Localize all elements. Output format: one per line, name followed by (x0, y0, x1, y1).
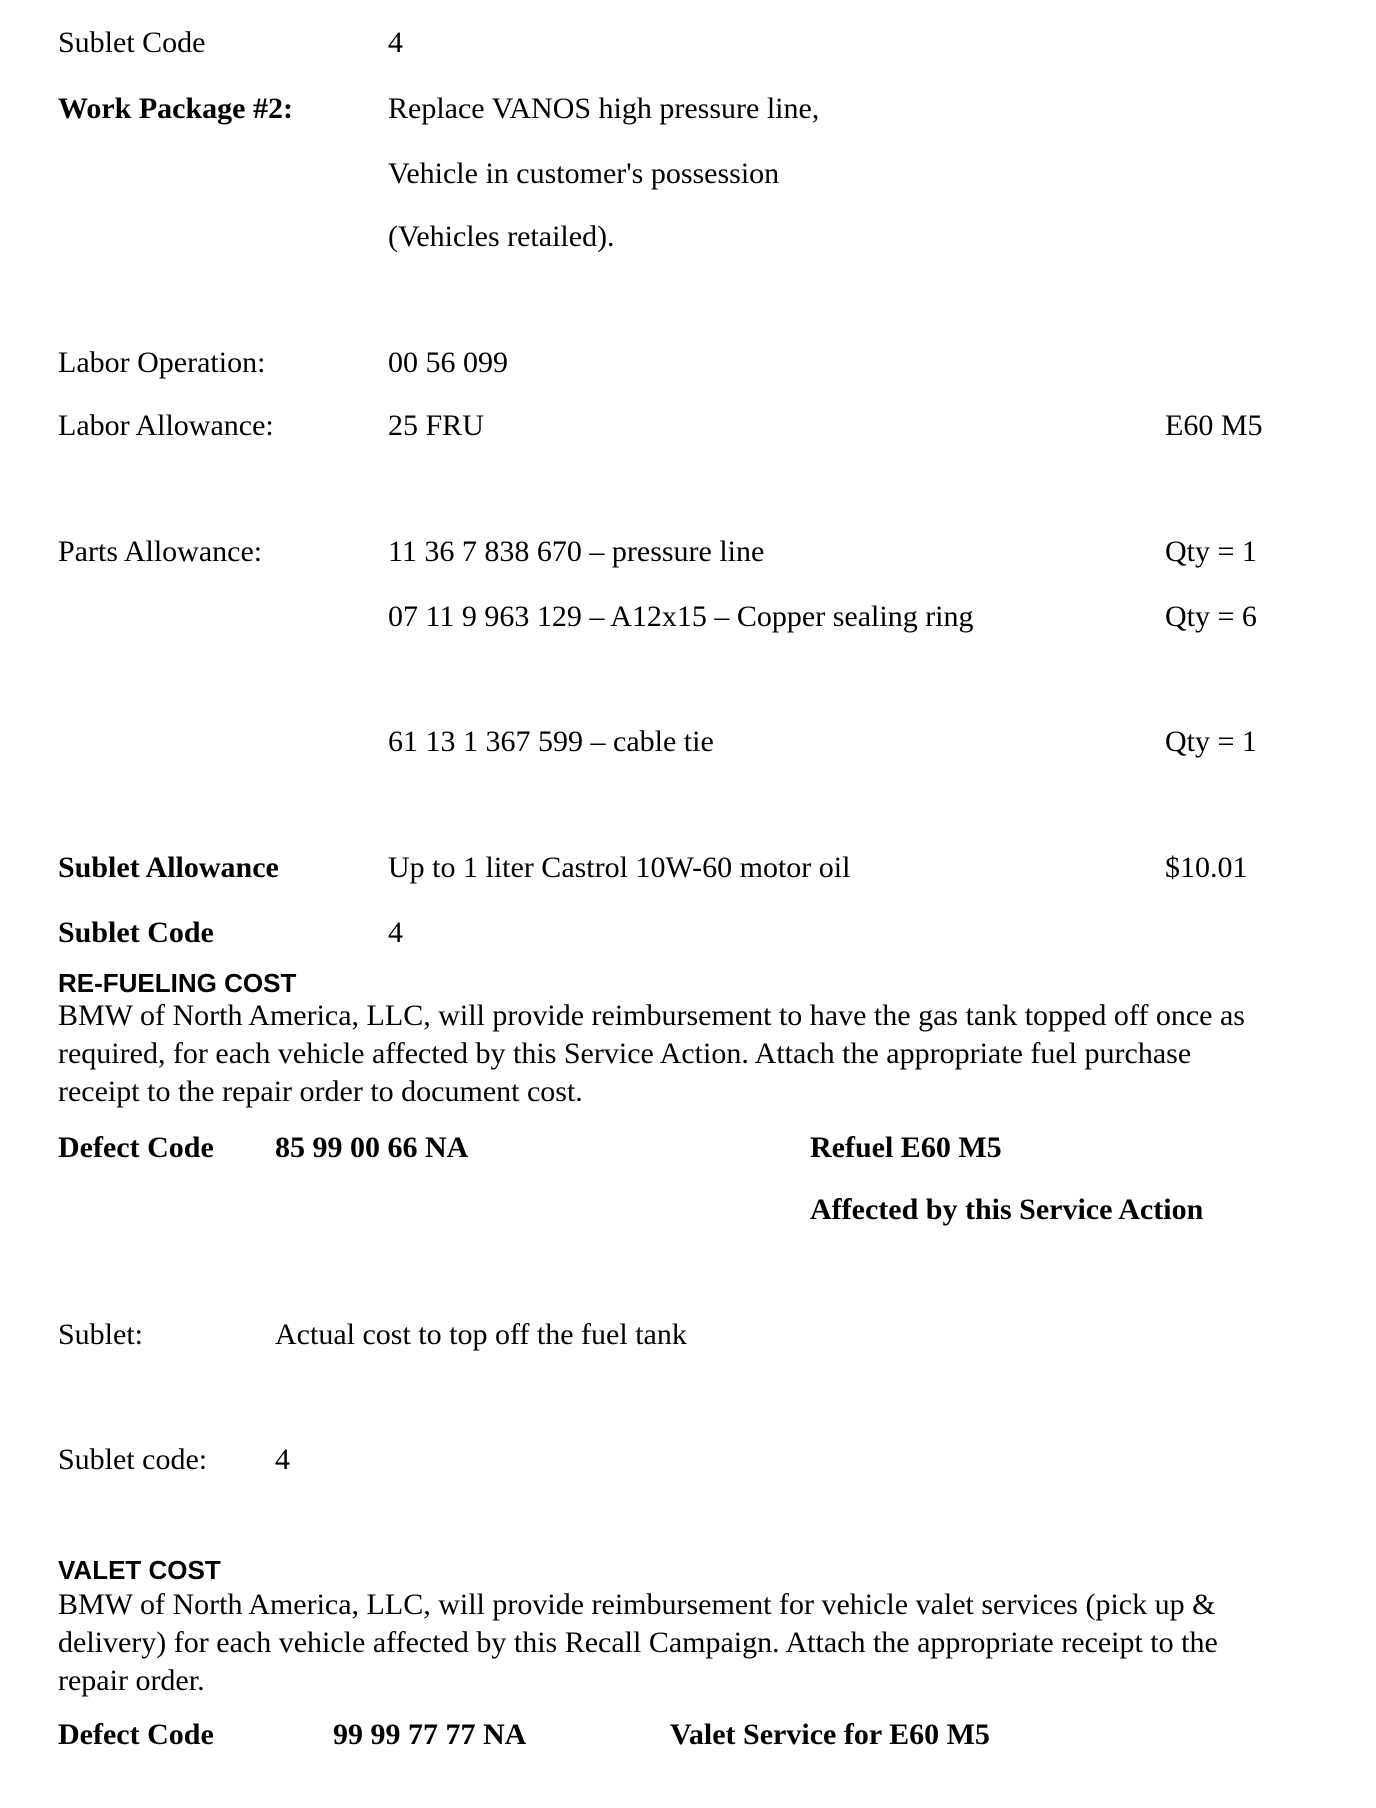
sublet-allowance-amount: $10.01 (1165, 851, 1248, 884)
work-package-line: Vehicle in customer's possession (388, 157, 780, 190)
labor-allowance-value: 25 FRU (388, 409, 484, 442)
refuel-sublet-code-value: 4 (275, 1443, 290, 1476)
part-qty: Qty = 1 (1165, 725, 1257, 758)
part-desc: 11 36 7 838 670 – pressure line (388, 535, 765, 568)
labor-operation-label: Labor Operation: (58, 346, 266, 379)
sublet-code-value: 4 (388, 26, 403, 59)
refuel-sublet-value: Actual cost to top off the fuel tank (275, 1318, 687, 1351)
part-desc: 61 13 1 367 599 – cable tie (388, 725, 714, 758)
refuel-defect-code-value: 85 99 00 66 NA (275, 1131, 469, 1164)
valet-heading: VALET COST (58, 1555, 221, 1585)
labor-model: E60 M5 (1165, 409, 1263, 442)
valet-defect-desc: Valet Service for E60 M5 (670, 1718, 990, 1751)
refuel-sublet-code-label: Sublet code: (58, 1443, 208, 1476)
labor-operation-value: 00 56 099 (388, 346, 508, 379)
refuel-defect-desc: Affected by this Service Action (810, 1193, 1204, 1226)
valet-defect-code-value: 99 99 77 77 NA (333, 1718, 527, 1751)
refueling-heading: RE-FUELING COST (58, 968, 297, 998)
part-qty: Qty = 1 (1165, 535, 1257, 568)
refuel-sublet-label: Sublet: (58, 1318, 144, 1351)
work-package-label: Work Package #2: (58, 92, 293, 125)
part-qty: Qty = 6 (1165, 600, 1257, 633)
sublet-allowance-label: Sublet Allowance (58, 851, 279, 884)
refueling-paragraph: BMW of North America, LLC, will provide reimbursement to have the gas tank topped off once as required, for each vehicle affected by this Service Action. Attach the appropriate fuel purchase receipt to the repair order to document cost. (58, 999, 1245, 1108)
refuel-defect-desc: Refuel E60 M5 (810, 1131, 1002, 1164)
sublet-allowance-desc: Up to 1 liter Castrol 10W-60 motor oil (388, 851, 851, 884)
valet-paragraph: BMW of North America, LLC, will provide reimbursement for vehicle valet services (pick up & delivery) for each vehicle affected by this Recall Campaign. Attach the appropriate receipt to the repair order. (58, 1588, 1218, 1697)
labor-allowance-label: Labor Allowance: (58, 409, 274, 442)
sublet-code-value: 4 (388, 916, 403, 949)
sublet-code-label: Sublet Code (58, 916, 214, 949)
work-package-line: Replace VANOS high pressure line, (388, 92, 820, 125)
valet-defect-code-label: Defect Code (58, 1718, 214, 1751)
sublet-code-label: Sublet Code (58, 26, 206, 59)
refuel-defect-code-label: Defect Code (58, 1131, 214, 1164)
part-desc: 07 11 9 963 129 – A12x15 – Copper sealing ring (388, 600, 974, 633)
parts-allowance-label: Parts Allowance: (58, 535, 263, 568)
work-package-line: (Vehicles retailed). (388, 220, 615, 253)
